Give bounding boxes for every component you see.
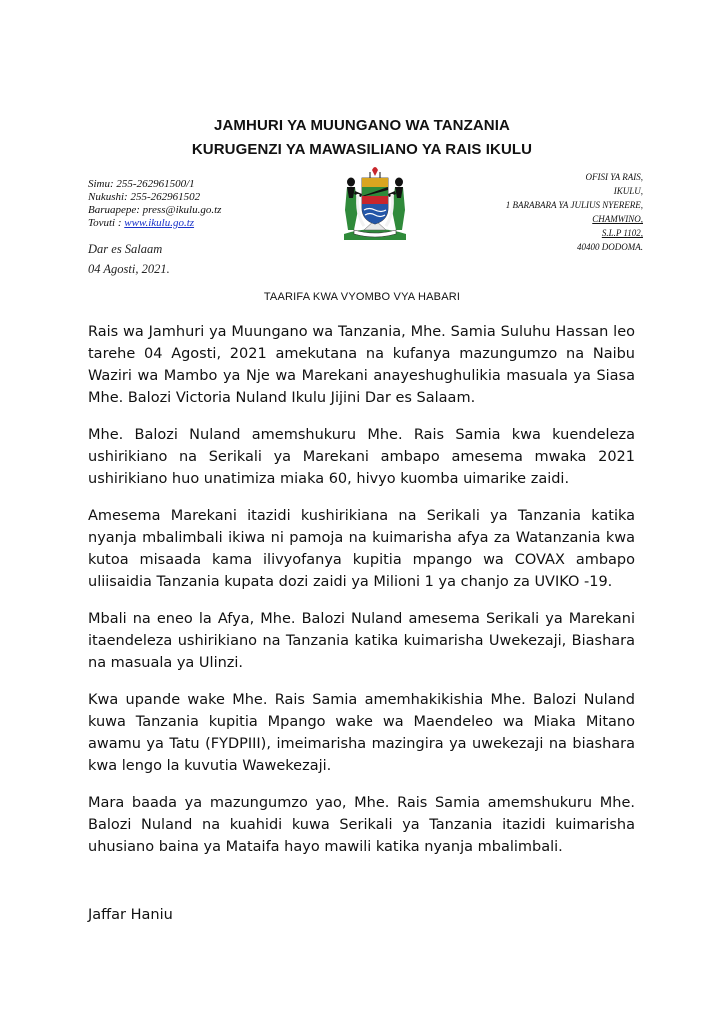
address-line-3: 1 BARABARA YA JULIUS NYERERE, (505, 200, 643, 210)
paragraph: Kwa upande wake Mhe. Rais Samia amemhakikishia Mhe. Balozi Nuland kuwa Tanzania kupitia Mpango wake wa Maendeleo wa Miaka Mitano awamu ya Tatu (FYDPIII), imeimarisha mazingira ya uwekezaji na biashara kwa lengo la kuvutia Wawekezaji. (88, 692, 635, 774)
address-line-6: 40400 DODOMA. (577, 242, 643, 252)
document-heading: TAARIFA KWA VYOMBO VYA HABARI (263, 291, 461, 303)
address-line-2: IKULU, (613, 186, 643, 196)
website-row (88, 217, 221, 230)
fax-text: Nukushi: 255-262961502 (88, 191, 201, 203)
coat-of-arms-icon (334, 164, 416, 244)
place-text: Dar es Salaam (88, 242, 163, 256)
header-line-2: KURUGENZI YA MAWASILIANO YA RAIS IKULU (191, 141, 533, 158)
website-link[interactable]: www.ikulu.go.tz (124, 217, 195, 229)
contact-block (88, 178, 221, 230)
signature-name: Jaffar Haniu (88, 907, 173, 923)
date-text: 04 Agosti, 2021. (88, 262, 170, 276)
paragraph: Mbali na eneo la Afya, Mhe. Balozi Nuland amesema Serikali ya Marekani itaendeleza ushirikiano na Tanzania katika kuimarisha Uwekezaji, Biashara na masuala ya Ulinzi. (88, 611, 635, 671)
paragraph: Amesema Marekani itazidi kushirikiana na Serikali ya Tanzania katika nyanja mbalimbali ikiwa ni pamoja na kuimarisha afya za Watanzania kwa kutoa misaada kama ilivyofanya kupitia mpango wa COVAX ambapo uliisaidia Tanzania kupata dozi zaidi ya Milioni 1 ya chanjo za UVIKO -19. (88, 508, 635, 590)
office-address (506, 170, 643, 254)
paragraph: Mhe. Balozi Nuland amemshukuru Mhe. Rais Samia kwa kuendeleza ushirikiano na Serikali ya Marekani ambapo amesema mwaka 2021 ushirikiano huo unatimiza miaka 60, hivyo kuomba uimarike zaidi. (88, 427, 635, 487)
place-date (88, 239, 170, 279)
phone-text: Simu: 255-262961500/1 (88, 178, 195, 190)
header-line-1: JAMHURI YA MUUNGANO WA TANZANIA (214, 117, 510, 134)
document-body (88, 321, 635, 869)
paragraph: Rais wa Jamhuri ya Muungano wa Tanzania, Mhe. Samia Suluhu Hassan leo tarehe 04 Agosti, 2021 amekutana na kufanya mazungumzo na Naibu Waziri wa Mambo ya Nje wa Marekani anayeshughulikia masuala ya Siasa Mhe. Balozi Victoria Nuland Ikulu Jijini Dar es Salaam. (88, 324, 635, 406)
address-line-4: CHAMWINO, (592, 214, 643, 224)
address-line-1: OFISI YA RAIS, (585, 172, 643, 182)
website-label: Tovuti : (88, 217, 125, 229)
email-text: Baruapepe: press@ikulu.go.tz (88, 204, 222, 216)
paragraph: Mara baada ya mazungumzo yao, Mhe. Rais Samia amemshukuru Mhe. Balozi Nuland na kuahidi kuwa Serikali ya Tanzania itazidi kuimarisha uhusiano baina ya Mataifa hayo mawili katika nyanja mbalimbali. (88, 795, 635, 855)
address-line-5: S.L.P 1102, (601, 228, 643, 238)
